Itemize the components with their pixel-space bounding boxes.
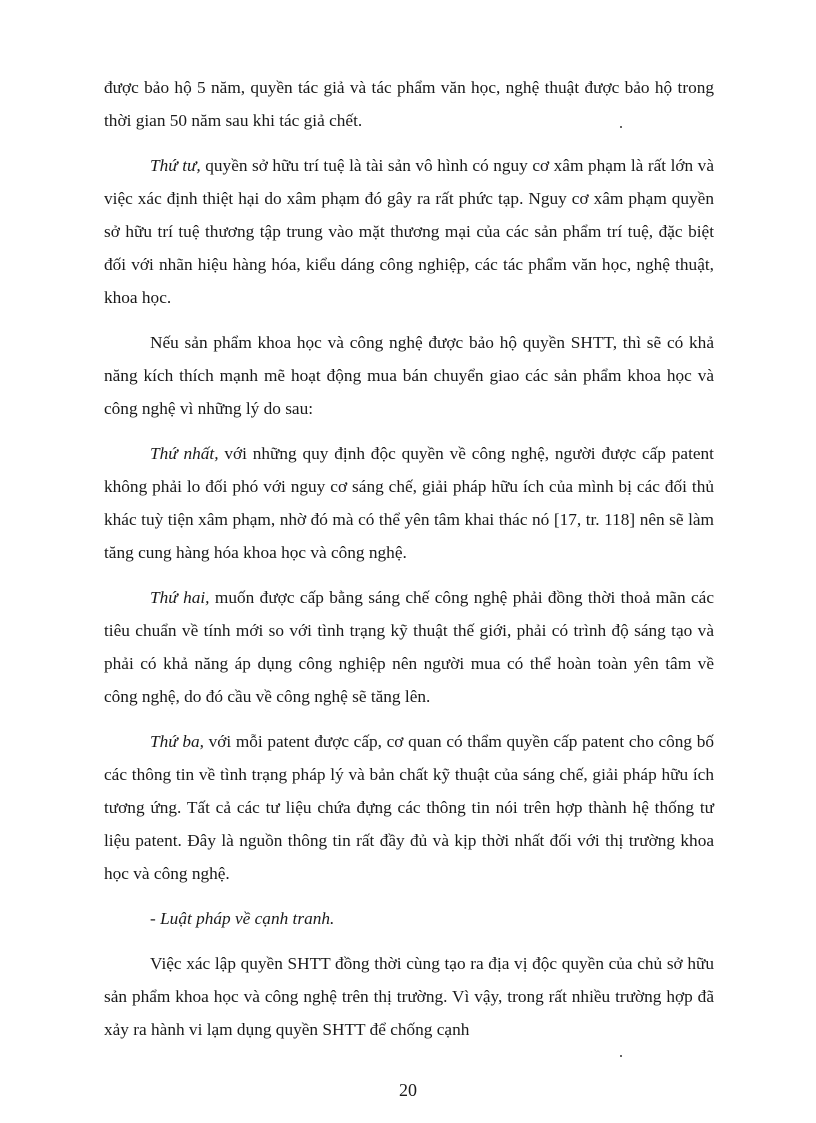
- paragraph-lead: Thứ ba,: [150, 732, 204, 751]
- paragraph-thu-tu: [104, 149, 714, 314]
- section-subheading: - Luật pháp về cạnh tranh.: [150, 909, 335, 928]
- paragraph-intro-reasons: [104, 326, 714, 425]
- paragraph-thu-nhat: [104, 437, 714, 569]
- page-number: 20: [399, 1080, 417, 1100]
- paragraph-lead: Thứ hai,: [150, 588, 210, 607]
- paragraph-continuation: [104, 71, 714, 137]
- paragraph-thu-hai: [104, 581, 714, 713]
- paragraph-lead: Thứ tư,: [150, 156, 201, 175]
- scan-speck: [620, 126, 622, 128]
- paragraph-text: với những quy định độc quyền về công nghệ, người được cấp patent không phải lo đối phó với nguy cơ sáng chế, giải pháp hữu ích của mình bị các đối thủ khác tuỳ tiện xâm phạm, nhờ đó mà có thể yên tâm khai thác nó [17, tr. 118] nên sẽ làm tăng cung hàng hóa khoa học và công nghệ.: [104, 444, 714, 562]
- paragraph-text: quyền sở hữu trí tuệ là tài sản vô hình có nguy cơ xâm phạm là rất lớn và việc xác định thiệt hại do xâm phạm đó gây ra rất phức tạp. Nguy cơ xâm phạm quyền sở hữu trí tuệ thương tập trung vào mặt thương mại của các sản phẩm trí tuệ, đặc biệt đối với nhãn hiệu hàng hóa, kiểu dáng công nghiệp, các tác phẩm văn học, nghệ thuật, khoa học.: [104, 156, 714, 307]
- paragraph-text: với mỗi patent được cấp, cơ quan có thẩm quyền cấp patent cho công bố các thông tin về tình trạng pháp lý và bản chất kỹ thuật của sáng chế, giải pháp hữu ích tương ứng. Tất cả các tư liệu chứa đựng các thông tin nói trên hợp thành hệ thống tư liệu patent. Đây là nguồn thông tin rất đầy đủ và kịp thời nhất đối với thị trường khoa học và công nghệ.: [104, 732, 714, 883]
- paragraph-text: được bảo hộ 5 năm, quyền tác giả và tác phẩm văn học, nghệ thuật được bảo hộ trong thời gian 50 năm sau khi tác giả chết.: [104, 78, 714, 130]
- paragraph-thu-ba: [104, 725, 714, 890]
- paragraph-lead: Thứ nhất,: [150, 444, 219, 463]
- scan-speck: [620, 1055, 622, 1057]
- body-text: [104, 71, 714, 1058]
- paragraph-text: muốn được cấp bằng sáng chế công nghệ phải đồng thời thoả mãn các tiêu chuẩn về tính mới so với tình trạng kỹ thuật thế giới, phải có trình độ sáng tạo và phải có khả năng áp dụng công nghiệp nên người mua có thể hoàn toàn yên tâm về công nghệ, do đó cầu về công nghệ sẽ tăng lên.: [104, 588, 715, 706]
- paragraph-final: Việc xác lập quyền SHTT đồng thời cùng tạo ra địa vị độc quyền của chủ sở hữu sản phẩm khoa học và công nghệ trên thị trường. Vì vậy, trong rất nhiều trường hợp đã xảy ra hành vi lạm dụng quyền SHTT để chống cạnh: [104, 954, 714, 1039]
- paragraph-text: Nếu sản phẩm khoa học và công nghệ được bảo hộ quyền SHTT, thì sẽ có khả năng kích thích mạnh mẽ hoạt động mua bán chuyển giao các sản phẩm khoa học và công nghệ vì những lý do sau:: [104, 333, 714, 418]
